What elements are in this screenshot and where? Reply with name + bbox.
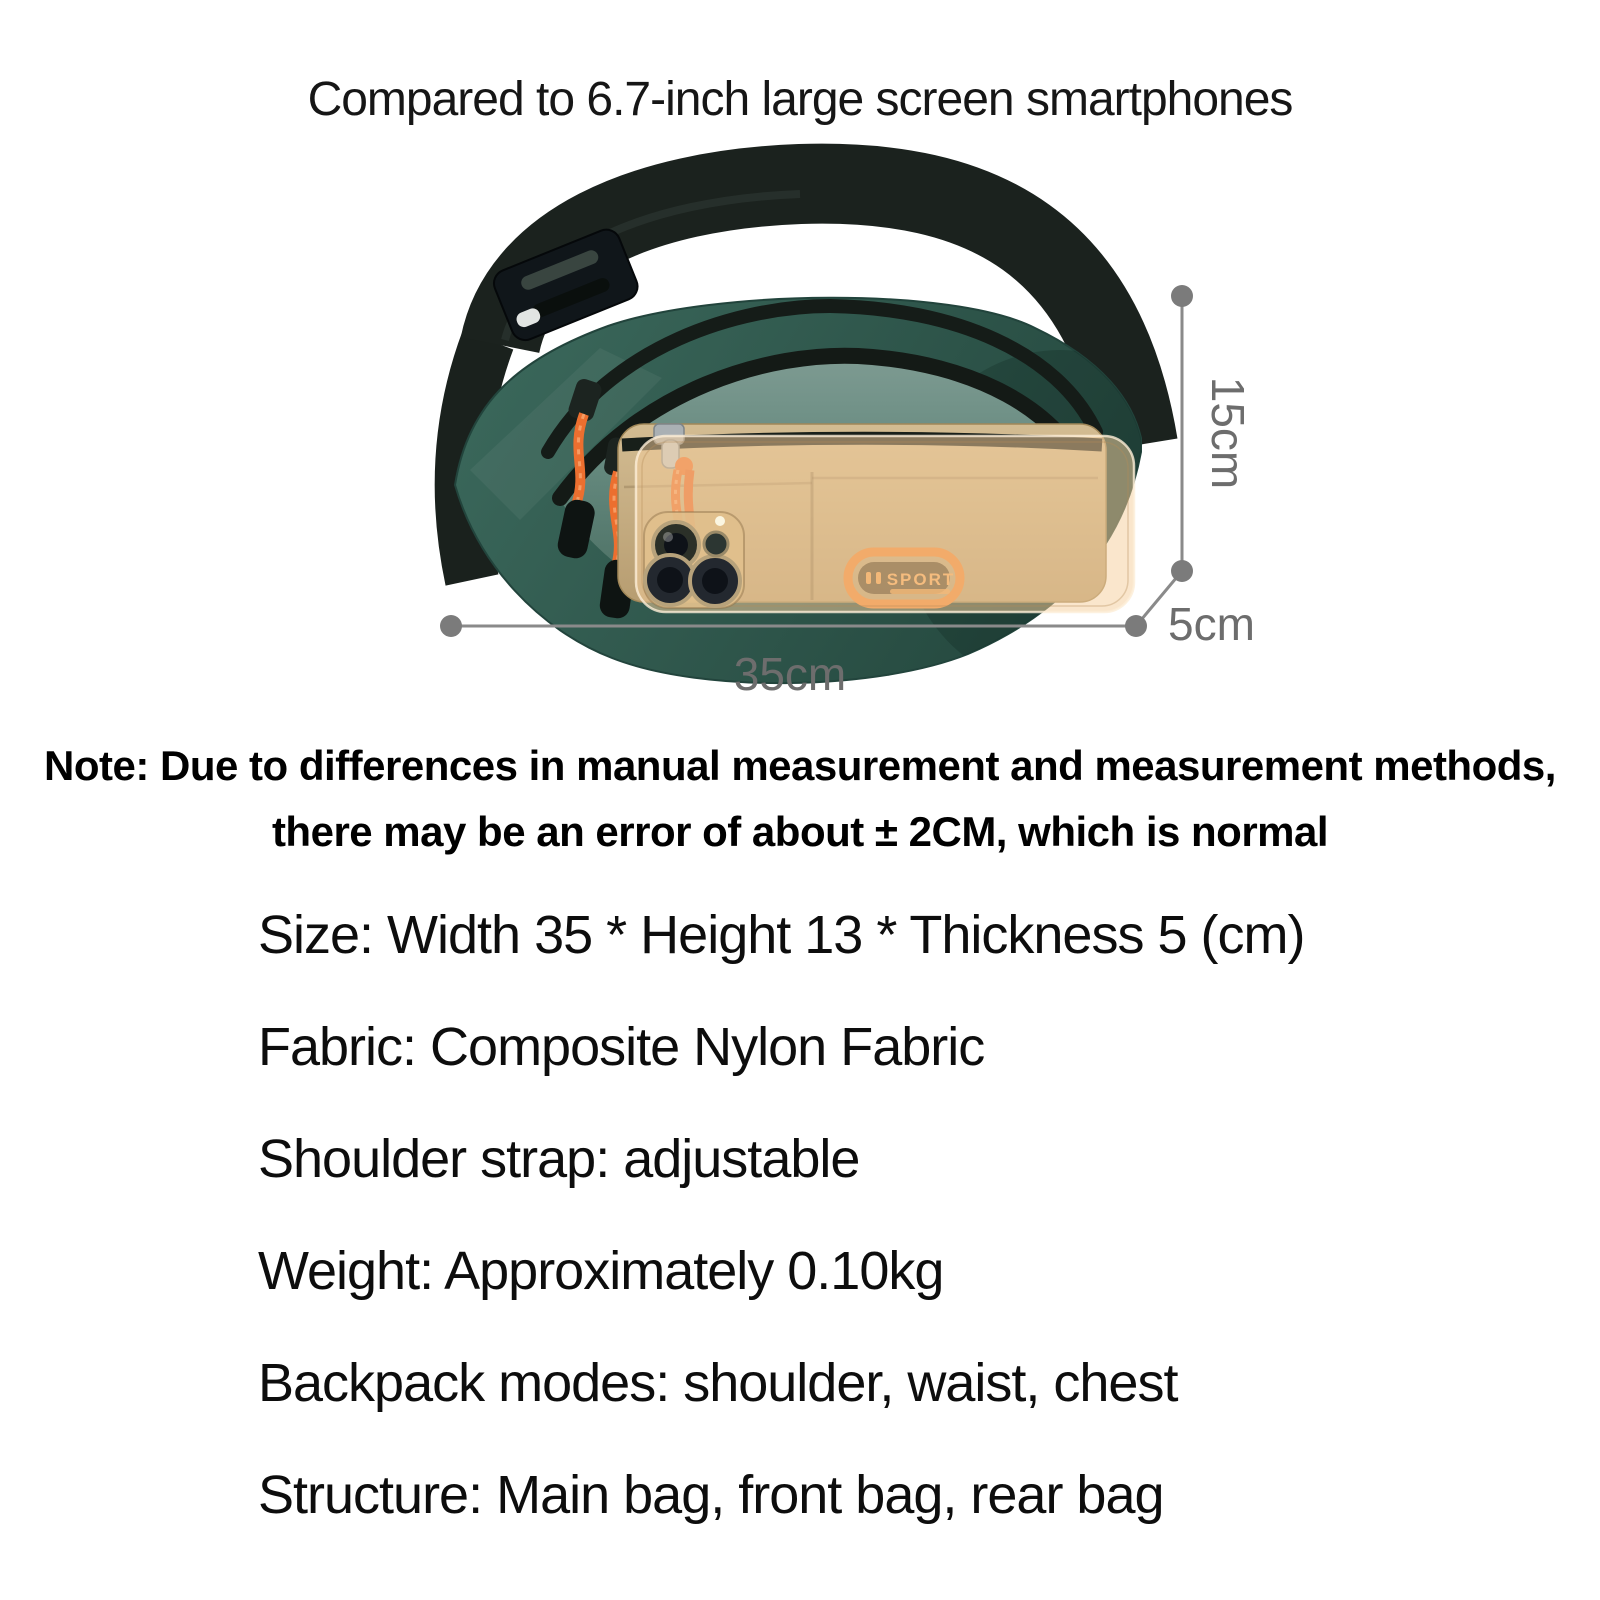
note-line-2: there may be an error of about ± 2CM, which is normal xyxy=(271,808,1329,855)
width-measurement-label: 35cm xyxy=(733,648,847,700)
product-image xyxy=(0,0,1600,720)
spec-fabric: Fabric: Composite Nylon Fabric xyxy=(258,1017,985,1077)
height-measurement-label: 15cm xyxy=(1202,376,1254,490)
dim-dot xyxy=(1171,285,1193,307)
measurement-note xyxy=(0,733,1600,865)
spec-list xyxy=(258,879,1548,1551)
spec-backpack-modes: Backpack modes: shoulder, waist, chest xyxy=(258,1353,1178,1413)
phone-camera-module xyxy=(644,512,744,608)
spec-size: Size: Width 35 * Height 13 * Thickness 5 (cm) xyxy=(258,905,1305,965)
thickness-measurement-label: 5cm xyxy=(1168,598,1255,650)
dim-dot xyxy=(1125,615,1147,637)
spec-shoulder-strap: Shoulder strap: adjustable xyxy=(258,1129,860,1189)
phone-overlay xyxy=(636,436,1134,612)
dim-dot xyxy=(440,615,462,637)
spec-weight: Weight: Approximately 0.10kg xyxy=(258,1241,944,1301)
page-title: Compared to 6.7-inch large screen smartphones xyxy=(307,73,1293,126)
spec-structure: Structure: Main bag, front bag, rear bag xyxy=(258,1465,1164,1525)
note-line-1: Note: Due to differences in manual measurement and measurement methods, xyxy=(44,742,1556,789)
dim-dot xyxy=(1171,560,1193,582)
